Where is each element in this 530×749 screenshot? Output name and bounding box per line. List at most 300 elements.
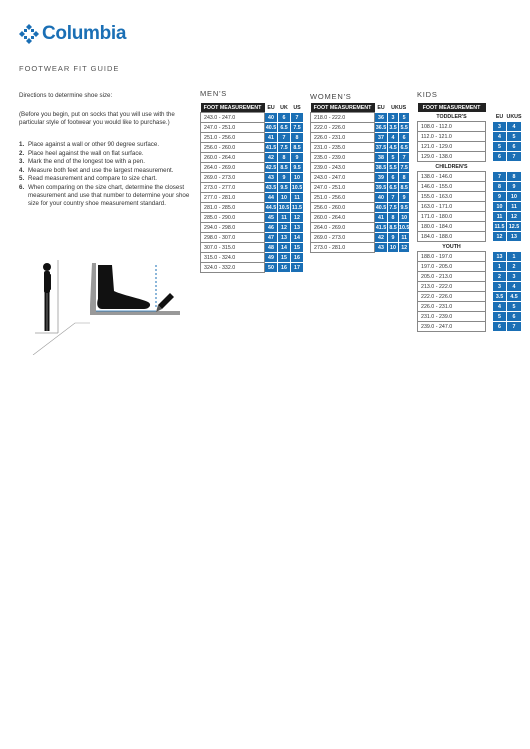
table-row: [311, 233, 410, 243]
size-cell: 16: [291, 253, 304, 263]
page-title: FOOTWEAR FIT GUIDE: [19, 64, 120, 73]
size-cell: 3: [493, 122, 507, 132]
table-row: [418, 252, 522, 262]
foot-measurement-cell: 239.0 - 247.0: [418, 322, 486, 332]
step-text: Place against a wall or other 90 degree surface.: [28, 141, 160, 148]
size-cell: 5: [507, 132, 522, 142]
spacer-cell: [486, 142, 493, 152]
column-header: FOOT MEASUREMENT: [201, 103, 265, 113]
foot-measurement-cell: 294.0 - 298.0: [201, 223, 265, 233]
size-cell: 9: [493, 192, 507, 202]
foot-measurement-cell: 273.0 - 281.0: [311, 243, 375, 253]
foot-measurement-cell: 269.0 - 273.0: [311, 233, 375, 243]
foot-measurement-cell: 239.0 - 243.0: [311, 163, 375, 173]
table-row: [311, 113, 410, 123]
table-row: [311, 163, 410, 173]
size-cell: 7: [399, 153, 410, 163]
size-cell: 43.5: [265, 184, 277, 191]
table-row: [201, 143, 304, 153]
size-cell: 6: [507, 142, 522, 152]
size-cell: 6: [388, 173, 399, 183]
size-cell: 8: [388, 213, 399, 223]
size-cell: 6: [278, 113, 291, 123]
foot-measurement-cell: 256.0 - 260.0: [201, 143, 265, 153]
size-cell: 9: [388, 233, 399, 243]
direction-step: [19, 184, 199, 208]
column-header: EU: [493, 112, 507, 122]
spacer-cell: [486, 212, 493, 222]
step-text: When comparing on the size chart, determine the closest measurement and use that number to determine your shoe size for your country shoe measurement standard.: [28, 183, 190, 207]
size-cell: 12: [291, 213, 304, 223]
size-cell: 9: [278, 173, 291, 183]
size-cell: 41: [265, 133, 278, 143]
foot-measurement-cell: 205.0 - 213.0: [418, 272, 486, 282]
size-cell: 3.5: [389, 124, 397, 131]
foot-measurement-cell: 251.0 - 256.0: [201, 133, 265, 143]
table-row: [418, 312, 522, 322]
size-cell: 10: [388, 243, 399, 253]
size-cell: 6: [399, 133, 410, 143]
size-cell: 1: [507, 252, 522, 262]
size-cell: 41.5: [265, 144, 277, 151]
size-cell: 12: [507, 212, 522, 222]
group-header-row: [418, 242, 522, 252]
table-row: [311, 203, 410, 213]
foot-measurement-cell: 231.0 - 239.0: [418, 312, 486, 322]
size-cell: 37: [375, 133, 388, 143]
size-cell: 8: [291, 133, 304, 143]
size-cell: 10: [507, 192, 522, 202]
spacer-cell: [486, 202, 493, 212]
size-cell: 6.5: [389, 184, 397, 191]
size-cell: 7.5: [389, 204, 397, 211]
size-cell: 38: [375, 153, 388, 163]
mens-size-table: [200, 103, 304, 273]
size-cell: 49: [265, 253, 278, 263]
size-cell: 8: [278, 153, 291, 163]
table-row: [418, 272, 522, 282]
foot-measurement-cell: 260.0 - 264.0: [201, 153, 265, 163]
size-cell: 8.5: [291, 143, 304, 153]
size-cell: 8: [507, 172, 522, 182]
columbia-diamond-logo-icon: [19, 24, 39, 44]
size-cell: 9: [399, 193, 410, 203]
size-cell: 2: [493, 272, 507, 282]
spacer-cell: [486, 192, 493, 202]
table-row: [311, 193, 410, 203]
spacer-cell: [486, 232, 493, 242]
size-cell: 7: [388, 193, 399, 203]
size-cell: 7: [493, 172, 507, 182]
size-cell: 15: [278, 253, 291, 263]
spacer-cell: [486, 322, 493, 332]
size-cell: 3: [388, 113, 399, 123]
size-cell: 5.5: [389, 164, 397, 171]
size-cell: 11.5: [494, 223, 505, 230]
size-cell: 11: [291, 193, 304, 203]
size-cell: 5: [493, 142, 507, 152]
foot-measurement-cell: 281.0 - 285.0: [201, 203, 265, 213]
size-cell: 17: [291, 263, 304, 273]
table-row: [201, 223, 304, 233]
header-spacer: [486, 103, 522, 112]
foot-measurement-cell: 260.0 - 264.0: [311, 213, 375, 223]
kids-title: KIDS: [417, 90, 438, 99]
size-cell: 13: [507, 232, 522, 242]
direction-step: [19, 141, 199, 149]
step-text: Measure both feet and use the largest measurement.: [28, 166, 174, 174]
table-row: [201, 263, 304, 273]
foot-measurement-cell: 243.0 - 247.0: [311, 173, 375, 183]
size-cell: 11: [507, 202, 522, 212]
size-cell: 9: [291, 153, 304, 163]
foot-measurement-cell: 218.0 - 222.0: [311, 113, 375, 123]
table-row: [311, 153, 410, 163]
size-cell: 8: [493, 182, 507, 192]
size-cell: 14: [278, 243, 291, 253]
foot-measurement-cell: 269.0 - 273.0: [201, 173, 265, 183]
spacer-cell: [486, 282, 493, 292]
size-cell: 40.5: [375, 204, 387, 211]
table-row: [418, 262, 522, 272]
spacer-cell: [486, 162, 522, 172]
table-row: [311, 223, 410, 233]
size-cell: 4: [507, 282, 522, 292]
column-header: EU: [265, 103, 278, 113]
directions-steps: [19, 141, 199, 208]
table-row: [311, 133, 410, 143]
step-number: 3.: [19, 158, 25, 165]
spacer-cell: [486, 292, 493, 302]
foot-measurement-cell: 121.0 - 129.0: [418, 142, 486, 152]
size-cell: 1: [493, 262, 507, 272]
foot-measurement-cell: 112.0 - 121.0: [418, 132, 486, 142]
spacer-cell: [486, 302, 493, 312]
table-row: [311, 213, 410, 223]
direction-step: [19, 150, 199, 158]
column-header: EU: [375, 103, 388, 113]
table-row: [201, 113, 304, 123]
size-cell: 36: [375, 113, 388, 123]
table-row: [201, 153, 304, 163]
size-cell: 5: [388, 153, 399, 163]
size-cell: 4: [493, 132, 507, 142]
spacer-cell: [486, 252, 493, 262]
step-number: 5.: [19, 175, 25, 182]
table-row: [418, 302, 522, 312]
foot-measurement-cell: 188.0 - 197.0: [418, 252, 486, 262]
size-cell: 4.5: [389, 144, 397, 151]
table-row: [418, 122, 522, 132]
size-cell: 11: [399, 233, 410, 243]
spacer-cell: [486, 112, 493, 122]
size-cell: 36.5: [375, 124, 387, 131]
table-row: [311, 243, 410, 253]
column-header: UKUS: [388, 103, 410, 113]
size-cell: 3: [493, 282, 507, 292]
size-cell: 6: [493, 322, 507, 332]
size-cell: 13: [493, 252, 507, 262]
mens-title: MEN'S: [200, 89, 228, 98]
foot-measurement-cell: 307.0 - 315.0: [201, 243, 265, 253]
size-cell: 13: [291, 223, 304, 233]
group-label: YOUTH: [418, 242, 486, 252]
group-header-row: [418, 112, 522, 122]
size-cell: 11: [493, 212, 507, 222]
size-cell: 44.5: [265, 204, 277, 211]
spacer-cell: [486, 182, 493, 192]
size-cell: 10.5: [399, 224, 410, 231]
size-cell: 9.5: [400, 204, 408, 211]
directions-heading: Directions to determine shoe size:: [19, 92, 113, 99]
table-row: [311, 123, 410, 133]
size-cell: 9.5: [278, 183, 291, 193]
size-cell: 4: [507, 122, 522, 132]
column-header: US: [291, 103, 304, 113]
direction-step: [19, 167, 199, 175]
table-row: [418, 202, 522, 212]
size-cell: 42: [265, 153, 278, 163]
size-cell: 11: [278, 213, 291, 223]
size-cell: 37.5: [375, 144, 387, 151]
table-row: [201, 243, 304, 253]
table-row: [418, 222, 522, 232]
table-row: [418, 212, 522, 222]
size-cell: 3: [507, 272, 522, 282]
foot-measurement-cell: 129.0 - 138.0: [418, 152, 486, 162]
size-cell: 43: [265, 173, 278, 183]
foot-measurement-cell: 247.0 - 251.0: [201, 123, 265, 133]
size-cell: 10: [399, 213, 410, 223]
size-cell: 8.5: [278, 163, 291, 173]
size-cell: 6: [507, 312, 522, 322]
column-header: FOOT MEASUREMENT: [418, 103, 486, 112]
step-number: 2.: [19, 149, 25, 157]
size-cell: 7.5: [400, 164, 408, 171]
foot-measurement-cell: 277.0 - 281.0: [201, 193, 265, 203]
size-cell: 4.5: [507, 292, 522, 302]
table-row: [201, 193, 304, 203]
womens-title: WOMEN'S: [310, 92, 352, 101]
size-cell: 39: [375, 173, 388, 183]
size-cell: 7.5: [291, 123, 304, 133]
foot-measurement-cell: 256.0 - 260.0: [311, 203, 375, 213]
table-row: [418, 292, 522, 302]
foot-measurement-cell: 184.0 - 188.0: [418, 232, 486, 242]
size-cell: 50: [265, 263, 278, 273]
size-cell: 40.5: [265, 124, 277, 131]
size-cell: 2: [507, 262, 522, 272]
size-cell: 12: [493, 232, 507, 242]
table-row: [311, 173, 410, 183]
group-label: CHILDREN'S: [418, 162, 486, 172]
foot-icon: [97, 265, 150, 309]
size-cell: 5.5: [400, 124, 408, 131]
size-cell: 47: [265, 233, 278, 243]
size-cell: 42.5: [265, 164, 277, 171]
step-text: Read measurement and compare to size chart.: [28, 175, 157, 182]
size-cell: 42: [375, 233, 388, 243]
table-row: [201, 233, 304, 243]
size-cell: 10: [493, 202, 507, 212]
perspective-line: [33, 323, 90, 355]
direction-step: [19, 158, 199, 166]
brand-logo: [19, 23, 126, 45]
size-cell: 8: [399, 173, 410, 183]
table-row: [201, 213, 304, 223]
foot-measurement-cell: 285.0 - 290.0: [201, 213, 265, 223]
foot-measurement-cell: 243.0 - 247.0: [201, 113, 265, 123]
size-cell: 44: [265, 193, 278, 203]
size-cell: 45: [265, 213, 278, 223]
foot-measurement-cell: 213.0 - 222.0: [418, 282, 486, 292]
size-cell: 41: [375, 213, 388, 223]
table-row: [418, 182, 522, 192]
size-cell: 5: [399, 113, 410, 123]
foot-measurement-cell: 163.0 - 171.0: [418, 202, 486, 212]
spacer-cell: [486, 262, 493, 272]
size-cell: 40: [265, 113, 278, 123]
size-cell: 13: [278, 233, 291, 243]
size-cell: 46: [265, 223, 278, 233]
column-header: UKUS: [506, 113, 522, 120]
table-row: [418, 232, 522, 242]
table-row: [201, 253, 304, 263]
size-cell: 7: [291, 113, 304, 123]
size-cell: 7: [278, 133, 291, 143]
foot-measurement-cell: 222.0 - 226.0: [311, 123, 375, 133]
size-cell: 9: [507, 182, 522, 192]
womens-size-table: [310, 103, 410, 253]
step-number: 6.: [19, 183, 25, 191]
foot-measurement-cell: 180.0 - 184.0: [418, 222, 486, 232]
size-cell: 5: [507, 302, 522, 312]
table-row: [311, 143, 410, 153]
spacer-cell: [486, 272, 493, 282]
foot-measurement-cell: 247.0 - 251.0: [311, 183, 375, 193]
size-cell: 12.5: [507, 222, 522, 232]
size-cell: 3.5: [493, 292, 507, 302]
column-header: UK: [278, 103, 291, 113]
directions-note: (Before you begin, put on socks that you will use with the particular style of footwear you would like to purchase.): [19, 111, 175, 126]
size-cell: 8.5: [400, 184, 408, 191]
size-cell: 40: [375, 193, 388, 203]
size-cell: 6.5: [278, 123, 291, 133]
person-silhouette-icon: [43, 263, 51, 331]
table-row: [201, 203, 304, 213]
spacer-cell: [486, 152, 493, 162]
step-text: Mark the end of the longest toe with a pen.: [28, 158, 145, 165]
size-cell: 39.5: [375, 184, 387, 191]
foot-measurement-cell: 226.0 - 231.0: [418, 302, 486, 312]
size-cell: 10: [278, 193, 291, 203]
size-cell: 41.5: [375, 224, 387, 231]
foot-measurement-cell: 155.0 - 163.0: [418, 192, 486, 202]
header-row: [311, 103, 410, 113]
size-cell: 10: [291, 173, 304, 183]
size-cell: 10.5: [278, 204, 290, 211]
table-row: [311, 183, 410, 193]
step-number: 4.: [19, 166, 25, 174]
step-text: Place heel against the wall on flat surface.: [28, 149, 144, 157]
direction-step: [19, 175, 199, 183]
table-row: [418, 142, 522, 152]
spacer-cell: [486, 132, 493, 142]
size-cell: 38.5: [375, 164, 387, 171]
size-cell: 43: [375, 243, 388, 253]
table-row: [201, 173, 304, 183]
foot-measurement-cell: 298.0 - 307.0: [201, 233, 265, 243]
size-cell: 14: [291, 233, 304, 243]
spacer-cell: [486, 122, 493, 132]
column-header: FOOT MEASUREMENT: [311, 103, 375, 113]
group-label: TODDLER'S: [418, 112, 486, 122]
size-cell: 11.5: [291, 204, 303, 211]
step-number: 1.: [19, 141, 25, 148]
size-cell: 4: [388, 133, 399, 143]
spacer-cell: [486, 172, 493, 182]
size-cell: 7.5: [278, 143, 291, 153]
size-cell: 48: [265, 243, 278, 253]
size-cell: 16: [278, 263, 291, 273]
table-row: [418, 132, 522, 142]
size-cell: 12: [399, 243, 410, 253]
measurement-illustration: [30, 255, 185, 355]
foot-measurement-cell: 222.0 - 226.0: [418, 292, 486, 302]
foot-measurement-cell: 273.0 - 277.0: [201, 183, 265, 193]
table-row: [201, 183, 304, 193]
foot-measurement-cell: 315.0 - 324.0: [201, 253, 265, 263]
spacer-cell: [486, 312, 493, 322]
table-row: [418, 172, 522, 182]
foot-measurement-cell: 138.0 - 146.0: [418, 172, 486, 182]
size-cell: 5: [493, 312, 507, 322]
table-row: [418, 282, 522, 292]
header-row: [201, 103, 304, 113]
size-cell: 4: [493, 302, 507, 312]
foot-measurement-cell: 324.0 - 332.0: [201, 263, 265, 273]
brand-name: Columbia: [42, 23, 127, 44]
size-cell: 12: [278, 223, 291, 233]
foot-measurement-cell: 264.0 - 269.0: [201, 163, 265, 173]
size-cell: 10.5: [291, 184, 303, 191]
spacer-cell: [486, 222, 493, 232]
table-row: [418, 192, 522, 202]
group-header-row: [418, 162, 522, 172]
spacer-cell: [486, 242, 522, 252]
table-row: [418, 152, 522, 162]
foot-measurement-cell: 197.0 - 205.0: [418, 262, 486, 272]
foot-measurement-cell: 231.0 - 235.0: [311, 143, 375, 153]
size-cell: 6: [493, 152, 507, 162]
size-cell: 7: [507, 322, 522, 332]
size-cell: 8.5: [389, 224, 397, 231]
foot-measurement-cell: 226.0 - 231.0: [311, 133, 375, 143]
foot-measurement-cell: 171.0 - 180.0: [418, 212, 486, 222]
size-cell: 15: [291, 243, 304, 253]
table-row: [201, 133, 304, 143]
kids-size-table: [417, 103, 522, 332]
table-row: [201, 163, 304, 173]
pen-icon: [156, 293, 174, 312]
size-cell: 7: [507, 152, 522, 162]
foot-measurement-cell: 264.0 - 269.0: [311, 223, 375, 233]
foot-measurement-cell: 108.0 - 112.0: [418, 122, 486, 132]
size-cell: 6.5: [400, 144, 408, 151]
foot-measurement-cell: 235.0 - 239.0: [311, 153, 375, 163]
directions-panel: [19, 92, 199, 208]
foot-measurement-cell: 146.0 - 155.0: [418, 182, 486, 192]
